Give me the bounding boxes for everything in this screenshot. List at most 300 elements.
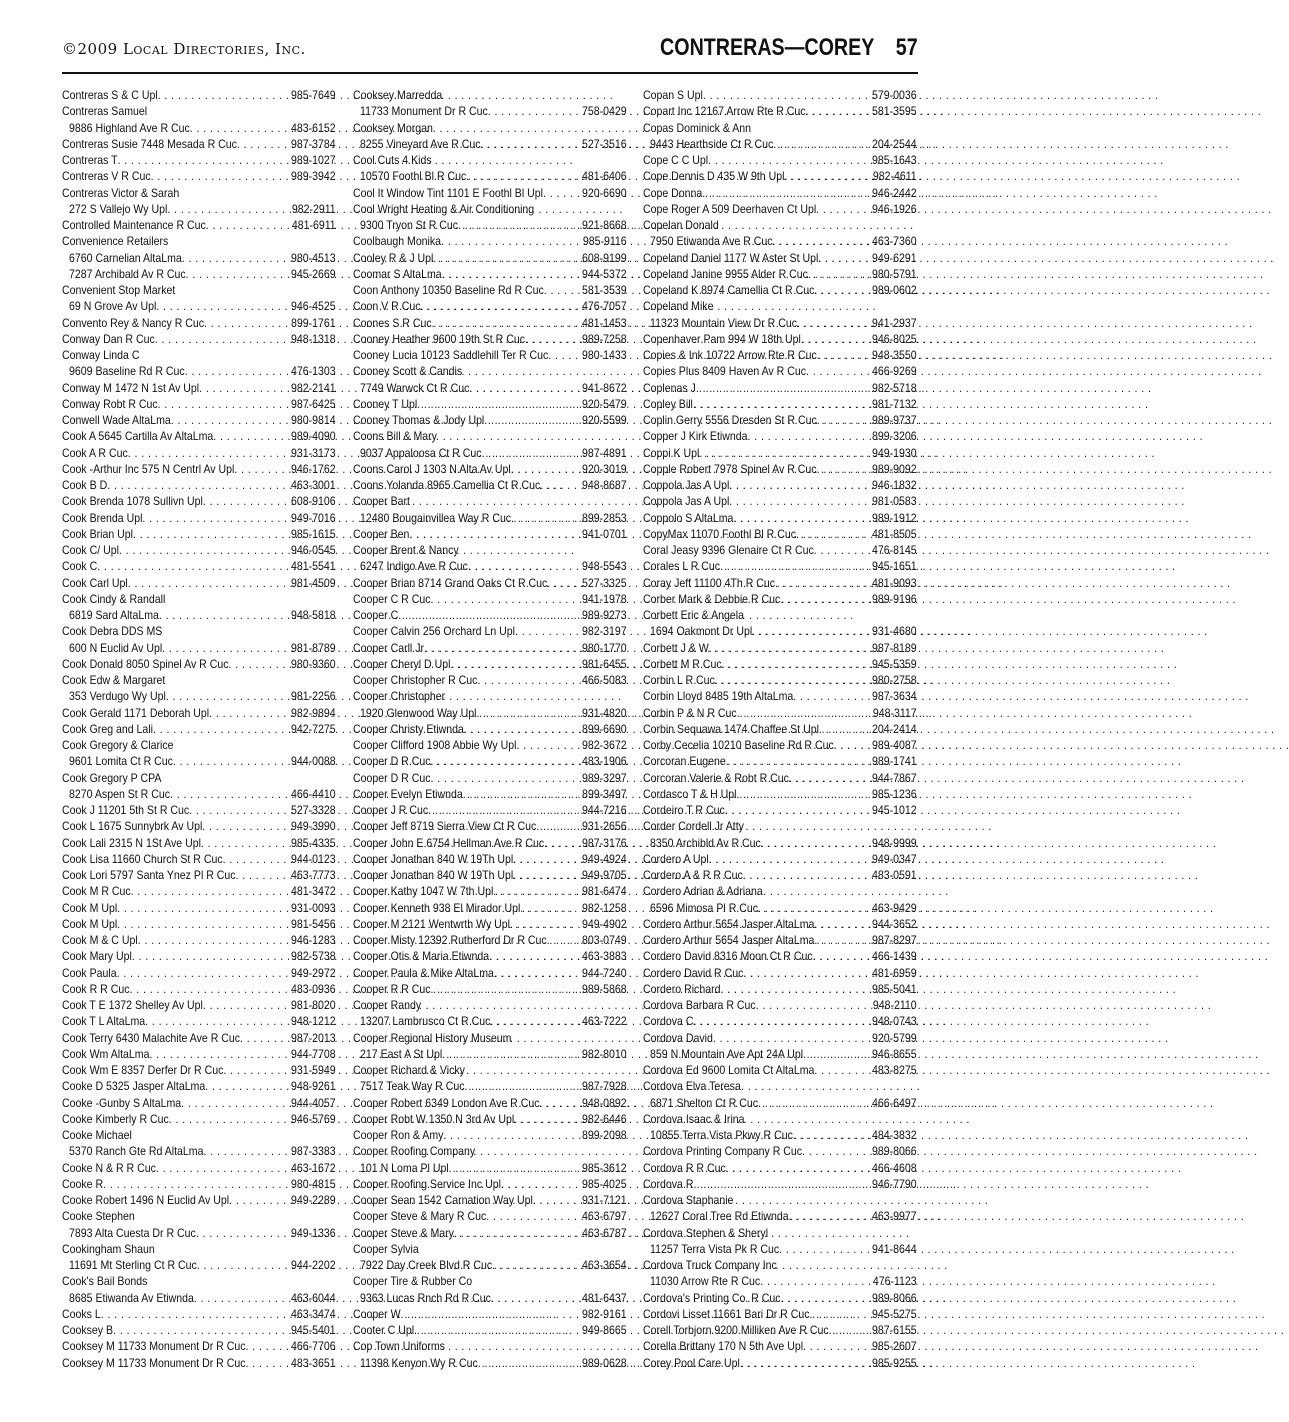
directory-entry: [643, 1176, 917, 1192]
entry-phone: 982-5738: [291, 949, 336, 964]
directory-entry: [62, 168, 336, 184]
entry-name: Cope Donna: [643, 185, 703, 200]
entry-phone: 466-4410: [291, 786, 336, 801]
directory-entry-heading: [62, 185, 336, 201]
entry-phone: 481-6406: [582, 169, 627, 184]
entry-name: Cordero David 8316 Moon Ct R Cuc: [643, 949, 813, 964]
dot-leader: [773, 233, 871, 249]
entry-name: Cooper M 2121 Wentwrth Wy Upl: [353, 916, 510, 931]
entry-phone: 481-6911: [291, 218, 336, 232]
dot-leader: [781, 1290, 871, 1306]
dot-leader: [443, 1127, 580, 1143]
entry-phone: 463-3883: [582, 949, 627, 964]
entry-name: 217 East A St Upl: [360, 1046, 443, 1061]
directory-entry: [353, 672, 627, 688]
entry-phone: 987-3784: [291, 136, 336, 151]
entry-name: Cook Lisa 11660 Church St R Cuc: [62, 851, 223, 866]
dot-leader: [246, 1338, 290, 1354]
dot-leader: [428, 802, 580, 818]
entry-phone: 987-4891: [582, 445, 627, 460]
entry-name: Cook L 1675 Sunnybrk Av Upl: [62, 819, 203, 834]
dot-leader: [101, 1306, 290, 1322]
entry-name: Cordero Richard: [643, 981, 721, 996]
directory-entry: [643, 705, 917, 721]
entry-phone: 944-3652: [872, 916, 917, 931]
entry-phone: 980-5791: [872, 266, 917, 281]
entry-phone: 948-5818: [291, 608, 336, 622]
entry-phone: 981-7132: [872, 396, 917, 411]
entry-phone: 982-2141: [291, 380, 336, 395]
dot-leader: [813, 948, 871, 964]
entry-phone: 989-9196: [872, 591, 917, 606]
directory-entry: [62, 688, 336, 704]
entry-phone: 985-1615: [291, 526, 336, 541]
entry-name: Cook Carl Upl: [62, 575, 128, 590]
dot-leader: [729, 477, 870, 493]
entry-phone: 466-9269: [872, 364, 917, 379]
dot-leader: [166, 688, 289, 704]
entry-name: Cooper Sylvia: [353, 1241, 419, 1256]
entry-phone: 931-3173: [291, 445, 336, 460]
dot-leader: [779, 1241, 870, 1257]
entry-name: Cooper Carll Jr: [353, 640, 425, 655]
dot-leader: [801, 331, 870, 347]
directory-entry: [353, 591, 627, 607]
entry-name: Cooper Brian 8714 Grand Oaks Ct R Cuc: [353, 575, 548, 590]
entry-phone: 920-5479: [582, 396, 627, 411]
directory-entry: [643, 965, 917, 981]
entry-name: Cooper Robert 6349 London Ave R Cuc: [353, 1095, 540, 1110]
dot-leader: [138, 932, 290, 948]
directory-entry: [353, 721, 627, 737]
entry-phone: 931-2656: [582, 819, 627, 834]
entry-name: Cooper Steve & Mary R Cuc: [353, 1209, 487, 1224]
directory-entry: [643, 510, 917, 526]
dot-leader: [817, 412, 871, 428]
entry-name: Corbin Lloyd 8485 19th AltaLma: [643, 689, 794, 704]
directory-entry: [353, 136, 627, 152]
directory-entry: [62, 380, 336, 396]
dot-leader: [511, 510, 580, 526]
directory-entry: [353, 331, 627, 347]
entry-name: Cook Mary Upl: [62, 949, 132, 964]
directory-entry: [353, 867, 627, 883]
entry-phone: 481-9093: [872, 575, 917, 590]
entry-name: Corder Cordell Jr Atty: [643, 819, 744, 834]
entry-phone: 899-2098: [582, 1128, 627, 1142]
entry-phone: 981-6455: [582, 656, 627, 671]
dot-leader: [699, 445, 870, 461]
dot-leader: [758, 900, 870, 916]
entry-name: 1920 Glenwood Way Upl: [360, 705, 477, 720]
dot-leader: [169, 1111, 289, 1127]
directory-entry: [353, 753, 627, 769]
entry-phone: 985-4335: [291, 835, 336, 850]
directory-entry-heading: [643, 1225, 917, 1241]
entry-name: 7287 Archibald Av R Cuc: [69, 266, 186, 281]
entry-phone: 941-8672: [582, 380, 627, 395]
directory-entry-heading: [353, 363, 627, 379]
entry-name: Cooper Sean 1542 Carnation Way Upl: [353, 1193, 533, 1207]
directory-entry-heading: [353, 1062, 627, 1078]
dot-leader: [237, 136, 289, 152]
dot-leader: [709, 640, 871, 656]
directory-entry: [643, 477, 917, 493]
entry-name: Copper J Kirk Etiwnda: [643, 429, 748, 444]
directory-entry: [62, 851, 336, 867]
entry-phone: 985-5041: [872, 981, 917, 996]
directory-entry: [62, 315, 336, 331]
entry-phone: 949-6291: [872, 250, 917, 265]
entry-name: 9886 Highland Ave R Cuc: [69, 120, 190, 135]
dot-leader: [803, 1338, 870, 1354]
entry-phone: 989-4087: [872, 738, 917, 752]
entry-phone: 981-4509: [291, 575, 336, 590]
entry-phone: 989-7258: [582, 331, 627, 346]
dot-leader: [720, 981, 870, 997]
entry-name: Coolbaugh Monika: [353, 234, 442, 249]
dot-leader: [708, 152, 870, 168]
entry-name: Cooper Kenneth 938 El Mirador Upl: [353, 900, 521, 915]
entry-phone: 948-0892: [582, 1095, 627, 1110]
dot-leader: [142, 510, 289, 526]
entry-phone: 989-4090: [291, 429, 336, 444]
dot-leader: [494, 965, 580, 981]
dot-leader: [737, 705, 871, 721]
entry-name: Contreras T: [62, 153, 118, 167]
entry-name: Cooper Regional History Museum: [353, 1030, 512, 1045]
directory-entry: [62, 445, 336, 461]
entry-phone: 985-9255: [872, 1355, 917, 1370]
directory-entry-heading: [643, 217, 917, 233]
entry-phone: 527-3325: [582, 575, 627, 590]
directory-entry: [643, 688, 917, 704]
entry-name: Cooper R R Cuc: [353, 981, 431, 996]
entry-name: Cooke Robert 1496 N Euclid Av Upl: [62, 1193, 230, 1207]
entry-name: Cook M Upl: [62, 916, 118, 931]
dot-leader: [490, 1013, 580, 1029]
listing-column-2: [353, 87, 627, 1371]
entry-name: Cook Paula: [62, 965, 117, 980]
dot-leader: [430, 753, 580, 769]
entry-name: Cordova Ed 9600 Lomita Ct AltaLma: [643, 1063, 815, 1077]
dot-leader: [516, 737, 580, 753]
dot-leader: [802, 1143, 870, 1159]
entry-phone: 945-5359: [872, 656, 917, 671]
directory-entry: [643, 412, 917, 428]
entry-phone: 920-6690: [582, 185, 627, 200]
entry-phone: 481-1453: [582, 315, 627, 330]
dot-leader: [722, 656, 871, 672]
entry-phone: 476-1303: [291, 364, 336, 379]
directory-entry: [62, 802, 336, 818]
entry-phone: 987-3176: [582, 835, 627, 850]
entry-phone: 483-8275: [872, 1063, 917, 1077]
directory-entry: [643, 997, 917, 1013]
directory-entry: [62, 510, 336, 526]
entry-phone: 944-7867: [872, 770, 917, 785]
directory-entry: [62, 152, 336, 168]
directory-entry-heading: [643, 607, 917, 623]
entry-phone: 483-0936: [291, 981, 336, 996]
entry-name: Cooke Kimberly R Cuc: [62, 1111, 169, 1126]
directory-entry: [643, 136, 917, 152]
dot-leader: [240, 1030, 289, 1046]
directory-entry: [62, 1355, 336, 1371]
directory-entry: [353, 1013, 627, 1029]
entry-phone: 945-5275: [872, 1306, 917, 1321]
dot-leader: [209, 705, 289, 721]
directory-entry-heading: [62, 282, 336, 298]
dot-leader: [442, 266, 581, 282]
directory-entry: [62, 932, 336, 948]
entry-phone: 944-7708: [291, 1046, 336, 1061]
directory-entry: [353, 1225, 627, 1241]
directory-entry: [353, 1257, 627, 1273]
entry-name: 8270 Aspen St R Cuc: [69, 786, 171, 801]
entry-phone: 942-7275: [291, 721, 336, 736]
entry-name: Cordova C: [643, 1014, 694, 1029]
directory-entry-heading: [62, 1273, 336, 1289]
dot-leader: [155, 331, 290, 347]
entry-name: Convenient Stop Market: [62, 283, 176, 297]
entry-phone: 980-4815: [291, 1176, 336, 1191]
directory-entry: [643, 233, 917, 249]
entry-phone: 463-9429: [872, 900, 917, 915]
entry-phone: 989-5868: [582, 981, 627, 996]
entry-name: Cook C: [62, 559, 98, 574]
dot-leader: [246, 1355, 290, 1371]
directory-entry: [353, 1111, 627, 1127]
entry-phone: 758-0429: [582, 104, 627, 119]
directory-entry-heading: [643, 883, 917, 899]
dot-leader: [696, 380, 870, 396]
directory-entry: [62, 753, 336, 769]
directory-entry: [62, 87, 336, 103]
entry-phone: 948-1212: [291, 1014, 336, 1029]
entry-name: Cooper Ben: [353, 526, 410, 541]
entry-name: Cooper Misty 12392 Rutherford Dr R Cuc: [353, 933, 547, 947]
entry-phone: 483-0591: [872, 868, 917, 882]
entry-name: Cordova Isaac & Irina: [643, 1111, 745, 1126]
dot-leader: [819, 721, 870, 737]
directory-entry: [643, 1290, 917, 1306]
entry-name: Cook A R Cuc: [62, 445, 128, 460]
entry-name: 101 N Loma Pl Upl: [360, 1160, 449, 1175]
entry-name: Cook J 11201 5th St R Cuc: [62, 803, 190, 817]
dot-leader: [97, 558, 289, 574]
entry-phone: 899-1761: [291, 315, 336, 330]
dot-leader: [513, 851, 580, 867]
entry-phone: 949-3990: [291, 819, 336, 834]
entry-name: Cooper Cheryl D Upl: [353, 656, 451, 671]
entry-name: Cook Wm E 8357 Derfer Dr R Cuc: [62, 1063, 224, 1077]
entry-name: Cook Gregory P CPA: [62, 770, 162, 785]
entry-name: Corella Brittany 170 N 5th Ave Upl: [643, 1339, 804, 1354]
directory-entry: [62, 363, 336, 379]
directory-entry: [62, 883, 336, 899]
entry-phone: 946-1762: [291, 461, 336, 476]
dot-leader: [481, 136, 581, 152]
entry-name: Cooper Roofing Service Inc Upl: [353, 1176, 501, 1191]
dot-leader: [203, 1143, 289, 1159]
directory-entry-heading: [62, 623, 336, 639]
entry-name: Cook Gerald 1171 Deborah Upl: [62, 705, 210, 720]
entry-phone: 481-5541: [291, 559, 336, 574]
dot-leader: [107, 477, 289, 493]
directory-entry: [643, 168, 917, 184]
entry-name: Cook Debra DDS MS: [62, 624, 163, 639]
directory-entry: [643, 1322, 917, 1338]
entry-phone: 989-3297: [582, 770, 627, 785]
entry-name: Coppolo S AltaLma: [643, 510, 734, 525]
dot-leader: [118, 152, 290, 168]
entry-name: Copley Bill: [643, 396, 693, 411]
directory-entry-heading: [643, 1078, 917, 1094]
entry-name: Conway M 1472 N 1st Av Upl: [62, 380, 200, 395]
entry-name: Coral Jeasy 9396 Glenaire Ct R Cuc: [643, 543, 814, 557]
entry-name: Cooper Kathy 1047 W 7th Upl: [353, 884, 494, 899]
directory-entry: [353, 412, 627, 428]
entry-name: Cooksey B: [62, 1323, 114, 1337]
entry-phone: 989-1912: [872, 510, 917, 525]
entry-name: Cooke D 5325 Jasper AltaLma: [62, 1079, 206, 1094]
directory-entry-heading: [62, 591, 336, 607]
directory-entry: [62, 835, 336, 851]
entry-phone: 945-1012: [872, 803, 917, 817]
entry-phone: 946-7790: [872, 1176, 917, 1191]
entry-phone: 463-6797: [582, 1209, 627, 1224]
dot-leader: [510, 916, 580, 932]
directory-entry: [353, 965, 627, 981]
entry-phone: 931-5949: [291, 1063, 336, 1077]
entry-name: Coones S R Cuc: [353, 315, 432, 330]
dot-leader: [540, 477, 580, 493]
entry-phone: 481-6437: [582, 1290, 627, 1305]
dot-leader: [158, 396, 290, 412]
entry-phone: 985-9116: [582, 234, 627, 249]
directory-entry: [643, 1095, 917, 1111]
entry-name: Copan S Upl: [643, 88, 703, 102]
entry-phone: 941-8644: [872, 1241, 917, 1256]
entry-phone: 483-1906: [582, 754, 627, 769]
entry-name: Cooper Tire & Rubber Co: [353, 1274, 473, 1289]
directory-entry: [62, 997, 336, 1013]
dot-leader: [133, 526, 289, 542]
dot-leader: [816, 201, 870, 217]
entry-name: Cooper Christopher: [353, 689, 446, 704]
directory-entry: [643, 396, 917, 412]
entry-name: Cook Lali 2315 N 1St Ave Upl: [62, 835, 201, 850]
directory-entry: [643, 347, 917, 363]
entry-phone: 982-3672: [582, 738, 627, 752]
directory-entry: [643, 1338, 917, 1354]
entry-name: Cordova Truck Company Inc: [643, 1258, 777, 1272]
entry-phone: 987-8189: [872, 640, 917, 655]
dot-leader: [806, 363, 870, 379]
entry-name: Coppola Jas A Upl: [643, 494, 730, 509]
entry-name: Corbin Sequawa 1474 Chaffee St Upl: [643, 721, 819, 736]
dot-leader: [203, 493, 289, 509]
entry-name: Cook Cindy & Randall: [62, 591, 166, 606]
entry-phone: 931-4820: [582, 705, 627, 720]
dot-leader: [159, 607, 289, 623]
directory-entry-heading: [62, 1241, 336, 1257]
dot-leader: [814, 542, 870, 558]
dot-leader: [441, 233, 581, 249]
directory-entry: [643, 1030, 917, 1046]
dot-leader: [203, 997, 289, 1013]
directory-entry-heading: [62, 103, 336, 119]
entry-name: Conwell Wade AltaLma: [62, 413, 171, 427]
directory-entry: [353, 900, 627, 916]
entry-phone: 481-8505: [872, 526, 917, 541]
entry-name: Cooper Steve & Mary: [353, 1225, 454, 1240]
dot-leader: [202, 818, 289, 834]
entry-name: Cooper Richard & Vicky: [353, 1063, 465, 1077]
dot-leader: [486, 1208, 580, 1224]
entry-name: 6247 Indigo Ave R Cuc: [360, 559, 468, 574]
entry-phone: 949-4902: [582, 916, 627, 931]
entry-name: Cordova Stephen & Sheryl: [643, 1225, 769, 1240]
dot-leader: [484, 412, 580, 428]
dot-leader: [747, 428, 870, 444]
dot-leader: [789, 1208, 871, 1224]
dot-leader: [797, 315, 870, 331]
entry-name: Convento Rey & Nancy R Cuc: [62, 315, 205, 330]
entry-phone: 980-4513: [291, 250, 336, 265]
directory-entry: [643, 948, 917, 964]
entry-phone: 899-3497: [582, 786, 627, 801]
directory-entry: [62, 120, 336, 136]
directory-entry-heading: [353, 997, 627, 1013]
dot-leader: [201, 835, 289, 851]
directory-entry: [353, 1127, 627, 1143]
directory-entry: [62, 1013, 336, 1029]
dot-leader: [520, 900, 580, 916]
directory-entry: [643, 1208, 917, 1224]
directory-entry-heading: [353, 1030, 627, 1046]
entry-name: 12627 Coral Tree Rd Etiwnda: [650, 1209, 789, 1224]
dot-leader: [756, 997, 871, 1013]
directory-entry: [62, 1338, 336, 1354]
directory-entry: [643, 1306, 917, 1322]
directory-entry: [353, 770, 627, 786]
entry-phone: 527-3328: [291, 803, 336, 817]
entry-phone: 985-1236: [872, 786, 917, 801]
entry-name: Cooney T Upl: [353, 396, 418, 411]
directory-entry: [62, 1192, 336, 1208]
directory-entry: [353, 217, 627, 233]
entry-name: Corby Cecelia 10210 Baseline Rd R Cuc: [643, 738, 834, 752]
entry-phone: 463-6787: [582, 1225, 627, 1240]
entry-name: Cooper Evelyn Etiwnda: [353, 786, 463, 801]
entry-name: Cook Lori 5797 Santa Ynez Pl R Cuc: [62, 868, 236, 882]
dot-leader: [726, 753, 871, 769]
entry-name: Cooper Roofing Company: [353, 1144, 476, 1159]
entry-phone: 949-9705: [582, 868, 627, 882]
dot-leader: [468, 558, 580, 574]
entry-name: Cooper D R Cuc: [353, 754, 431, 769]
entry-phone: 920-5799: [872, 1030, 917, 1045]
directory-entry: [62, 705, 336, 721]
entry-phone: 982-1258: [582, 900, 627, 915]
entry-name: Cooper Clifford 1908 Abbie Wy Upl: [353, 738, 517, 752]
entry-phone: 985-3612: [582, 1160, 627, 1175]
entry-name: Cooper Calvin 256 Orchard Ln Upl: [353, 624, 516, 639]
entry-phone: 948-1318: [291, 331, 336, 346]
entry-name: Copas Dominick & Ann: [643, 120, 752, 135]
